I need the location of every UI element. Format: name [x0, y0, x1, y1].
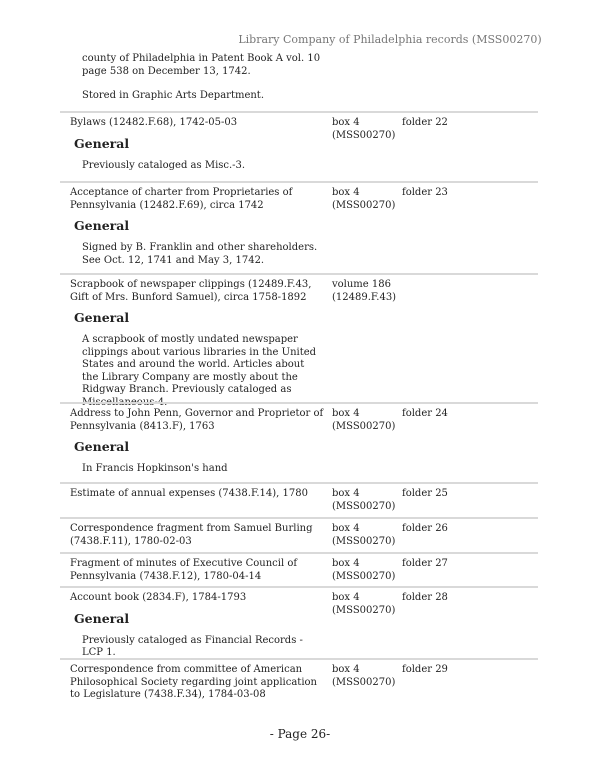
- item-note: Previously cataloged as Misc.-3.: [82, 159, 246, 171]
- item-folder: folder 25: [402, 488, 448, 499]
- list-item: [60, 586, 538, 658]
- item-folder: folder 24: [402, 408, 448, 419]
- list-item: [60, 482, 538, 517]
- item-container: box 4 (MSS00270): [332, 523, 396, 547]
- item-title: Estimate of annual expenses (7438.F.14), 1780: [70, 488, 308, 499]
- item-folder: folder 27: [402, 558, 448, 569]
- note-heading: General: [74, 610, 130, 626]
- item-folder: folder 23: [402, 187, 448, 198]
- item-container: box 4 (MSS00270): [332, 408, 396, 432]
- list-item: [60, 111, 538, 181]
- item-title: Acceptance of charter from Proprietaries of Pennsylvania (12482.F.69), circa 1742: [70, 187, 293, 211]
- container-list: [60, 111, 538, 708]
- item-container: box 4 (MSS00270): [332, 558, 396, 582]
- running-header: Library Company of Philadelphia records (MSS00270): [238, 33, 542, 46]
- item-folder: folder 28: [402, 592, 448, 603]
- note-paragraph: Stored in Graphic Arts Department.: [82, 90, 265, 101]
- item-container: box 4 (MSS00270): [332, 117, 396, 141]
- item-note: In Francis Hopkinson's hand: [82, 463, 228, 474]
- item-container: box 4 (MSS00270): [332, 664, 396, 688]
- item-title: Scrapbook of newspaper clippings (12489.F.43, Gift of Mrs. Bunford Samuel), circa 1758-1892: [70, 279, 312, 303]
- item-container: box 4 (MSS00270): [332, 187, 396, 211]
- list-item: [60, 402, 538, 482]
- item-folder: folder 26: [402, 523, 448, 534]
- item-title: Bylaws (12482.F.68), 1742-05-03: [70, 117, 238, 128]
- note-heading: General: [74, 135, 130, 151]
- note-heading: General: [74, 439, 130, 454]
- item-folder: folder 22: [402, 117, 448, 128]
- item-title: Correspondence fragment from Samuel Burling (7438.F.11), 1780-02-03: [70, 523, 313, 547]
- page-number: - Page 26-: [269, 727, 331, 741]
- note-paragraph: county of Philadelphia in Patent Book A vol. 10 page 538 on December 13, 1742.: [82, 53, 321, 77]
- item-title: Correspondence from committee of American Philosophical Society regarding joint application to Legislature (7438.F.34), 1784-03-08: [70, 664, 317, 700]
- item-note: Previously cataloged as Financial Records - LCP 1.: [82, 634, 303, 658]
- item-title: Fragment of minutes of Executive Council of Pennsylvania (7438.F.12), 1780-04-14: [70, 558, 298, 582]
- item-note: Signed by B. Franklin and other shareholders. See Oct. 12, 1741 and May 3, 1742.: [82, 242, 318, 266]
- item-title: Address to John Penn, Governor and Proprietor of Pennsylvania (8413.F), 1763: [70, 408, 324, 432]
- item-title: Account book (2834.F), 1784-1793: [70, 592, 247, 603]
- list-item: [60, 658, 538, 708]
- note-heading: General: [74, 218, 130, 233]
- item-note: A scrapbook of mostly undated newspaper clippings about various libraries in the United States and around the world. Articles about the Library Company are mostly about the Ridgway Branch. Previously cataloged as Miscellaneous-4.: [82, 334, 317, 408]
- item-container: box 4 (MSS00270): [332, 488, 396, 512]
- list-item: [60, 273, 538, 408]
- continued-note: [82, 53, 322, 115]
- list-item: [60, 552, 538, 586]
- item-container: box 4 (MSS00270): [332, 592, 396, 616]
- item-folder: folder 29: [402, 664, 448, 675]
- list-item: [60, 517, 538, 552]
- list-item: [60, 181, 538, 273]
- note-heading: General: [74, 310, 130, 325]
- item-container: volume 186 (12489.F.43): [332, 279, 397, 303]
